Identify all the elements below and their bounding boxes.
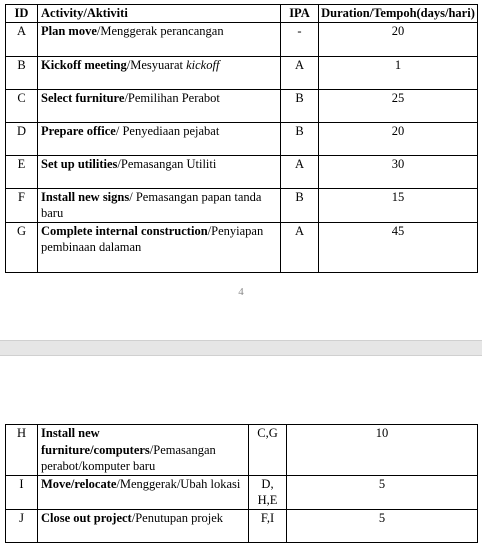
row-id: H — [6, 425, 38, 476]
table-row — [6, 188, 478, 222]
row-ipa: D, H,E — [249, 475, 287, 509]
page-break-gap — [0, 340, 482, 356]
row-ipa: B — [281, 188, 319, 222]
activity-name-en: Close out project — [41, 510, 132, 525]
header-ipa: IPA — [281, 5, 319, 23]
row-id: A — [6, 22, 38, 56]
activity-name-ms: /Menggerak/Ubah lokasi — [116, 476, 241, 491]
activity-name-en: Select furniture — [41, 90, 125, 105]
row-duration: 15 — [319, 188, 478, 222]
row-activity — [38, 475, 249, 509]
activity-name-ms: /Menggerak perancangan — [96, 23, 224, 38]
row-activity — [38, 56, 281, 89]
activity-name-italic: kickoff — [186, 57, 220, 72]
header-activity: Activity/Aktiviti — [38, 5, 281, 23]
row-ipa: A — [281, 155, 319, 188]
row-duration: 45 — [319, 222, 478, 272]
row-duration: 30 — [319, 155, 478, 188]
row-id: C — [6, 89, 38, 122]
row-id: E — [6, 155, 38, 188]
row-activity — [38, 122, 281, 155]
row-duration: 20 — [319, 122, 478, 155]
activity-name-en: Install new furniture/computers — [41, 426, 150, 457]
table-row — [6, 425, 478, 476]
header-duration: Duration/Tempoh(days/hari) — [319, 5, 478, 23]
table-row — [6, 56, 478, 89]
activity-name-en: Kickoff meeting — [41, 57, 127, 72]
table-row — [6, 89, 478, 122]
row-duration: 20 — [319, 22, 478, 56]
activity-name-en: Move/relocate — [41, 476, 117, 491]
activity-name-en: Install new signs — [41, 189, 130, 204]
activity-name-ms: /Pemilihan Perabot — [124, 90, 220, 105]
row-ipa: A — [281, 222, 319, 272]
header-id: ID — [6, 5, 38, 23]
page-number: 4 — [238, 286, 244, 298]
table-row — [6, 22, 478, 56]
activity-name-en: Plan move — [41, 23, 97, 38]
table-row — [6, 122, 478, 155]
activity-name-en: Set up utilities — [41, 156, 118, 171]
table-row — [6, 475, 478, 509]
row-id: I — [6, 475, 38, 509]
activity-name-en: Prepare office — [41, 123, 116, 138]
activity-name-ms: / Penyediaan pejabat — [115, 123, 220, 138]
activity-name-ms: /Pemasangan Utiliti — [117, 156, 217, 171]
row-activity — [38, 22, 281, 56]
table-row — [6, 509, 478, 542]
activity-name-ms: / Pemasangan papan tanda baru — [41, 189, 262, 220]
row-id: G — [6, 222, 38, 272]
activity-table-continued — [5, 424, 478, 543]
row-activity — [38, 425, 249, 476]
row-duration: 10 — [287, 425, 478, 476]
activity-table — [5, 4, 478, 273]
row-duration: 5 — [287, 509, 478, 542]
activity-name-ms: /Mesyuarat — [126, 57, 187, 72]
row-activity — [38, 188, 281, 222]
table-row — [6, 222, 478, 272]
row-duration: 25 — [319, 89, 478, 122]
row-id: B — [6, 56, 38, 89]
row-ipa: B — [281, 122, 319, 155]
table-row — [6, 155, 478, 188]
row-ipa: F,I — [249, 509, 287, 542]
row-id: J — [6, 509, 38, 542]
row-activity — [38, 222, 281, 272]
row-ipa: B — [281, 89, 319, 122]
row-activity — [38, 155, 281, 188]
activity-name-ms: /Penyiapan pembinaan dalaman — [41, 223, 264, 254]
row-ipa: A — [281, 56, 319, 89]
row-ipa: C,G — [249, 425, 287, 476]
activity-name-en: Complete internal construction — [41, 223, 208, 238]
row-id: D — [6, 122, 38, 155]
table-header-row — [6, 5, 478, 23]
row-activity — [38, 89, 281, 122]
activity-name-ms: /Penutupan projek — [131, 510, 224, 525]
row-activity — [38, 509, 249, 542]
row-ipa: - — [281, 22, 319, 56]
row-duration: 1 — [319, 56, 478, 89]
row-id: F — [6, 188, 38, 222]
activity-name-ms: /Pemasangan perabot/komputer baru — [41, 442, 216, 473]
row-duration: 5 — [287, 475, 478, 509]
